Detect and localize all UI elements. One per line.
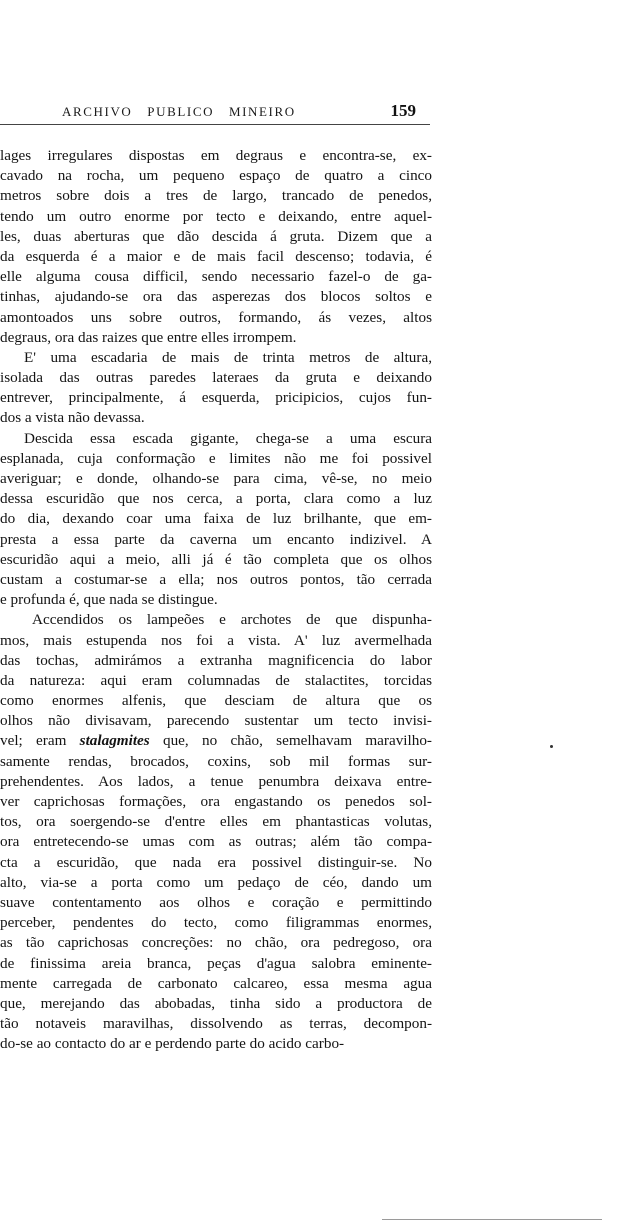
text-line: lages irregulares dispostas em degraus e encontra-se, ex-	[0, 147, 432, 164]
text-line: averiguar; e donde, olhando-se para cima, vê-se, no meio	[0, 470, 432, 487]
text-line: dessa escuridão que nos cerca, a porta, clara como a luz	[0, 490, 432, 508]
text-line: da natureza: aqui eram columnadas de stalactites, torcidas	[0, 671, 432, 689]
text-line: isolada das outras paredes lateraes da gruta e deixando	[0, 369, 432, 387]
text-line: perceber, pendentes do tecto, como filigrammas enormes,	[0, 914, 432, 932]
text-line: tendo um outro enorme por tecto e deixando, entre aquel-	[0, 207, 432, 225]
text-line: como enormes alfenis, que desciam de altura que os	[0, 692, 432, 710]
text-line: cta a escuridão, que nada era possivel distinguir-se. No	[0, 853, 432, 871]
print-speck	[550, 745, 553, 748]
text-line: olhos não divisavam, parecendo sustentar um tecto invisi-	[0, 712, 432, 730]
text-line: metros sobre dois a tres de largo, trancado de penedos,	[0, 187, 432, 205]
text-line: entrever, principalmente, á esquerda, pricipicios, cujos fun-	[0, 389, 432, 407]
text-line: que, merejando das abobadas, tinha sido a productora de	[0, 994, 432, 1012]
text-line: tão notaveis maravilhas, dissolvendo as terras, decompon-	[0, 1015, 432, 1033]
text-line: degraus, ora das raizes que entre elles irrompem.	[0, 328, 297, 346]
text-line: esplanada, cuja conformação e limites não me foi possivel	[0, 449, 432, 467]
text-line: tos, ora soergendo-se d'entre elles em phantasticas volutas,	[0, 813, 432, 831]
text-line: Descida essa escada gigante, chega-se a uma escura	[24, 429, 432, 447]
text-line: do-se ao contacto do ar e perdendo parte do acido carbo-	[0, 1035, 345, 1053]
text-line: Accendidos os lampeões e archotes de que dispunha-	[32, 611, 432, 629]
text-line: elle alguma cousa difficil, sendo necessario fazel-o de ga-	[0, 268, 432, 286]
text-line: mos, mais estupenda nos foi a vista. A' luz avermelhada	[0, 631, 432, 649]
text-line: dos a vista não devassa.	[0, 409, 145, 427]
text-line: samente rendas, brocados, coxins, sob mil formas sur-	[0, 752, 432, 770]
bottom-scan-rule	[382, 1219, 602, 1220]
running-header	[0, 101, 430, 126]
text-line: tinhas, ajudando-se ora das asperezas dos blocos soltos e	[0, 288, 432, 306]
running-header-title: ARCHIVO PUBLICO MINEIRO	[62, 104, 296, 119]
text-line: amontoados uns sobre outros, formando, ás vezes, altos	[0, 308, 432, 326]
text-line	[0, 731, 432, 751]
text-line: ora entretecendo-se umas com as outras; além tão compa-	[0, 833, 432, 851]
text-line: les, duas aberturas que dão descida á gruta. Dizem que a	[0, 227, 432, 245]
text-line: de finissima areia branca, peças d'agua salobra eminente-	[0, 954, 432, 972]
text-line: das tochas, admirámos a extranha magnificencia do labor	[0, 651, 432, 669]
text-line: cavado na rocha, um pequeno espaço de quatro a cinco	[0, 167, 432, 185]
text-line: prehendentes. Aos lados, a tenue penumbra deixava entre-	[0, 772, 432, 790]
text-line: da esquerda é a maior e de mais facil descenso; todavia, é	[0, 247, 432, 265]
text-line: custam a costumar-se a ella; nos outros pontos, tão cerrada	[0, 570, 432, 588]
text-line: e profunda é, que nada se distingue.	[0, 591, 218, 609]
text-line: alto, via-se a porta como um pedaço de céo, dando um	[0, 873, 432, 891]
body-text	[0, 146, 432, 1054]
text-line: E' uma escadaria de mais de trinta metros de altura,	[24, 348, 432, 366]
header-rule	[0, 124, 430, 125]
text-line: escuridão aqui a meio, alli já é tão completa que os olhos	[0, 550, 432, 568]
text-line: do dia, dexando coar uma faixa de luz brilhante, que em-	[0, 510, 432, 528]
text-line-after: que, no chão, semelhavam maravilho-	[149, 732, 432, 750]
text-line: suave contentamento aos olhos e coração e permittindo	[0, 893, 432, 911]
emphasized-word: stalagmites	[79, 732, 150, 750]
text-line: as tão caprichosas concreções: no chão, ora pedregoso, ora	[0, 934, 432, 952]
text-line: ver caprichosas formações, ora engastando os penedos sol-	[0, 793, 432, 810]
text-line: mente carregada de carbonato calcareo, essa mesma agua	[0, 974, 432, 992]
text-line: presta a essa parte da caverna um encanto indizivel. A	[0, 530, 432, 548]
text-line-before: vel; eram	[0, 732, 80, 750]
page-number: 159	[390, 101, 416, 120]
